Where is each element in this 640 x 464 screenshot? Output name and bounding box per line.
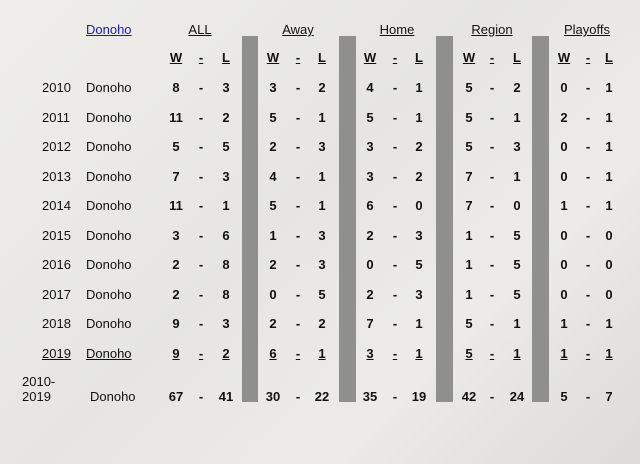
loss-count: 3 <box>222 169 230 184</box>
dash: - <box>489 287 495 302</box>
dash: - <box>295 198 301 213</box>
dash: - <box>392 110 398 125</box>
header-away[interactable]: Away <box>282 22 314 37</box>
dash: - <box>489 389 495 404</box>
win-count: 1 <box>269 228 277 243</box>
dash: - <box>198 110 204 125</box>
loss-count: 3 <box>222 80 230 95</box>
dash: - <box>585 389 591 404</box>
loss-count: 1 <box>513 169 521 184</box>
dash: - <box>198 198 204 213</box>
loss-count: 1 <box>605 139 613 154</box>
win-count: 5 <box>465 346 473 361</box>
loss-count: 1 <box>605 110 613 125</box>
loss-count: 5 <box>318 287 326 302</box>
loss-count: 5 <box>513 287 521 302</box>
win-count: 0 <box>560 139 568 154</box>
dash: - <box>198 80 204 95</box>
loss-count: 3 <box>318 139 326 154</box>
dash: - <box>295 169 301 184</box>
row-year: 2010 <box>42 80 71 95</box>
dash: - <box>392 139 398 154</box>
total-loss: 7 <box>605 389 613 404</box>
loss-count: 0 <box>605 257 613 272</box>
loss-count: 1 <box>415 316 423 331</box>
win-count: 6 <box>269 346 277 361</box>
dash: - <box>295 110 301 125</box>
loss-count: 1 <box>605 198 613 213</box>
loss-count: 2 <box>318 316 326 331</box>
loss-count: 1 <box>318 198 326 213</box>
loss-count: 3 <box>415 228 423 243</box>
header-all[interactable]: ALL <box>188 22 212 37</box>
loss-count: 1 <box>605 80 613 95</box>
win-count: 9 <box>172 346 180 361</box>
win-count: 1 <box>560 198 568 213</box>
total-team: Donoho <box>90 389 136 404</box>
w-header[interactable]: W <box>169 50 183 65</box>
dash: - <box>198 169 204 184</box>
loss-count: 3 <box>222 316 230 331</box>
l-header[interactable]: L <box>222 50 230 65</box>
win-count: 5 <box>366 110 374 125</box>
total-win: 67 <box>168 389 184 404</box>
dash: - <box>585 169 591 184</box>
dash: - <box>585 198 591 213</box>
row-year: 2016 <box>42 257 71 272</box>
loss-count: 1 <box>415 80 423 95</box>
dash: - <box>198 228 204 243</box>
loss-count: 1 <box>318 169 326 184</box>
dash: - <box>295 80 301 95</box>
win-count: 9 <box>172 316 180 331</box>
total-win: 30 <box>265 389 281 404</box>
win-count: 0 <box>366 257 374 272</box>
loss-count: 1 <box>513 346 521 361</box>
loss-count: 1 <box>605 316 613 331</box>
row-team[interactable]: Donoho <box>86 346 132 361</box>
win-count: 2 <box>366 287 374 302</box>
total-loss: 22 <box>314 389 330 404</box>
loss-count: 8 <box>222 257 230 272</box>
row-team[interactable]: Donoho <box>86 257 132 272</box>
total-win: 42 <box>461 389 477 404</box>
header-playoffs[interactable]: Playoffs <box>563 22 610 37</box>
dash-header: - <box>295 50 301 65</box>
dash: - <box>295 257 301 272</box>
dash: - <box>198 389 204 404</box>
win-count: 2 <box>269 139 277 154</box>
dash: - <box>489 316 495 331</box>
row-year: 2013 <box>42 169 71 184</box>
loss-count: 0 <box>605 228 613 243</box>
dash: - <box>489 257 495 272</box>
win-count: 5 <box>465 316 473 331</box>
loss-count: 2 <box>513 80 521 95</box>
dash: - <box>392 316 398 331</box>
loss-count: 1 <box>318 110 326 125</box>
row-team[interactable]: Donoho <box>86 110 132 125</box>
dash: - <box>585 228 591 243</box>
loss-count: 5 <box>513 228 521 243</box>
win-count: 2 <box>366 228 374 243</box>
dash: - <box>198 287 204 302</box>
dash: - <box>392 228 398 243</box>
loss-count: 6 <box>222 228 230 243</box>
l-header[interactable]: L <box>415 50 423 65</box>
dash: - <box>392 257 398 272</box>
w-header[interactable]: W <box>363 50 377 65</box>
loss-count: 1 <box>415 110 423 125</box>
dash: - <box>392 389 398 404</box>
win-count: 0 <box>560 169 568 184</box>
row-year: 2018 <box>42 316 71 331</box>
win-count: 7 <box>366 316 374 331</box>
total-year-line1: 2010- <box>22 374 56 389</box>
win-count: 2 <box>269 257 277 272</box>
dash: - <box>489 169 495 184</box>
loss-count: 2 <box>222 346 230 361</box>
dash-header: - <box>585 50 591 65</box>
loss-count: 5 <box>222 139 230 154</box>
dash: - <box>392 346 398 361</box>
dash: - <box>295 228 301 243</box>
dash: - <box>489 228 495 243</box>
win-count: 5 <box>465 80 473 95</box>
dash: - <box>585 139 591 154</box>
dash: - <box>198 257 204 272</box>
win-count: 0 <box>269 287 277 302</box>
dash: - <box>392 287 398 302</box>
loss-count: 3 <box>318 257 326 272</box>
column-separator <box>436 36 453 402</box>
dash: - <box>198 346 204 361</box>
l-header[interactable]: L <box>605 50 613 65</box>
dash: - <box>295 389 301 404</box>
loss-count: 0 <box>605 287 613 302</box>
win-count: 2 <box>172 257 180 272</box>
win-count: 0 <box>560 287 568 302</box>
loss-count: 0 <box>513 198 521 213</box>
row-team[interactable]: Donoho <box>86 316 132 331</box>
row-team[interactable]: Donoho <box>86 228 132 243</box>
total-win: 5 <box>560 389 568 404</box>
dash: - <box>198 316 204 331</box>
win-count: 6 <box>366 198 374 213</box>
header-home[interactable]: Home <box>379 22 415 37</box>
dash: - <box>585 110 591 125</box>
dash: - <box>295 346 301 361</box>
win-count: 1 <box>465 257 473 272</box>
win-count: 7 <box>172 169 180 184</box>
row-year: 2011 <box>42 110 70 125</box>
win-count: 5 <box>269 198 277 213</box>
loss-count: 1 <box>415 346 423 361</box>
row-team[interactable]: Donoho <box>86 139 132 154</box>
column-separator <box>339 36 356 402</box>
team-link[interactable]: Donoho <box>86 22 132 37</box>
dash: - <box>585 257 591 272</box>
loss-count: 3 <box>415 287 423 302</box>
dash: - <box>489 198 495 213</box>
win-count: 0 <box>560 228 568 243</box>
win-count: 2 <box>269 316 277 331</box>
dash: - <box>489 80 495 95</box>
dash-header: - <box>392 50 398 65</box>
loss-count: 2 <box>222 110 230 125</box>
total-loss: 19 <box>411 389 427 404</box>
win-count: 5 <box>465 139 473 154</box>
loss-count: 1 <box>605 346 613 361</box>
loss-count: 1 <box>318 346 326 361</box>
w-header[interactable]: W <box>557 50 571 65</box>
l-header[interactable]: L <box>318 50 326 65</box>
win-count: 2 <box>172 287 180 302</box>
header-region[interactable]: Region <box>471 22 513 37</box>
total-win: 35 <box>362 389 378 404</box>
loss-count: 1 <box>513 316 521 331</box>
win-count: 2 <box>560 110 568 125</box>
loss-count: 0 <box>415 198 423 213</box>
win-count: 8 <box>172 80 180 95</box>
loss-count: 5 <box>415 257 423 272</box>
win-count: 7 <box>465 169 473 184</box>
win-count: 3 <box>366 169 374 184</box>
loss-count: 2 <box>318 80 326 95</box>
dash: - <box>585 80 591 95</box>
win-count: 3 <box>269 80 277 95</box>
win-count: 1 <box>465 228 473 243</box>
win-count: 3 <box>172 228 180 243</box>
dash: - <box>198 139 204 154</box>
loss-count: 3 <box>318 228 326 243</box>
w-header[interactable]: W <box>462 50 476 65</box>
dash: - <box>585 346 591 361</box>
win-count: 3 <box>366 139 374 154</box>
loss-count: 5 <box>513 257 521 272</box>
dash: - <box>489 139 495 154</box>
win-count: 5 <box>465 110 473 125</box>
dash-header: - <box>489 50 495 65</box>
dash: - <box>489 110 495 125</box>
total-loss: 24 <box>509 389 525 404</box>
win-count: 1 <box>560 316 568 331</box>
win-count: 3 <box>366 346 374 361</box>
win-count: 11 <box>169 198 183 213</box>
win-count: 4 <box>366 80 374 95</box>
row-team[interactable]: Donoho <box>86 80 132 95</box>
loss-count: 2 <box>415 139 423 154</box>
dash: - <box>585 316 591 331</box>
dash: - <box>392 169 398 184</box>
dash: - <box>392 198 398 213</box>
row-team[interactable]: Donoho <box>86 287 132 302</box>
loss-count: 1 <box>513 110 521 125</box>
win-count: 7 <box>465 198 473 213</box>
loss-count: 8 <box>222 287 230 302</box>
loss-count: 1 <box>222 198 230 213</box>
row-team[interactable]: Donoho <box>86 169 132 184</box>
win-count: 0 <box>560 80 568 95</box>
dash: - <box>585 287 591 302</box>
win-count: 11 <box>169 110 183 125</box>
loss-count: 3 <box>513 139 521 154</box>
win-count: 4 <box>269 169 277 184</box>
loss-count: 2 <box>415 169 423 184</box>
total-year-line2: 2019 <box>22 389 51 404</box>
row-year: 2017 <box>42 287 71 302</box>
l-header[interactable]: L <box>513 50 521 65</box>
row-year: 2019 <box>42 346 71 361</box>
column-separator <box>242 36 258 402</box>
total-loss: 41 <box>218 389 234 404</box>
row-year: 2012 <box>42 139 71 154</box>
win-count: 1 <box>560 346 568 361</box>
dash: - <box>489 346 495 361</box>
win-count: 5 <box>269 110 277 125</box>
loss-count: 1 <box>605 169 613 184</box>
row-year: 2015 <box>42 228 71 243</box>
dash: - <box>295 316 301 331</box>
row-year: 2014 <box>42 198 71 213</box>
dash: - <box>295 287 301 302</box>
win-count: 1 <box>465 287 473 302</box>
dash: - <box>295 139 301 154</box>
column-separator <box>532 36 549 402</box>
win-count: 0 <box>560 257 568 272</box>
win-count: 5 <box>172 139 180 154</box>
dash: - <box>392 80 398 95</box>
dash-header: - <box>198 50 204 65</box>
w-header[interactable]: W <box>266 50 280 65</box>
row-team[interactable]: Donoho <box>86 198 132 213</box>
